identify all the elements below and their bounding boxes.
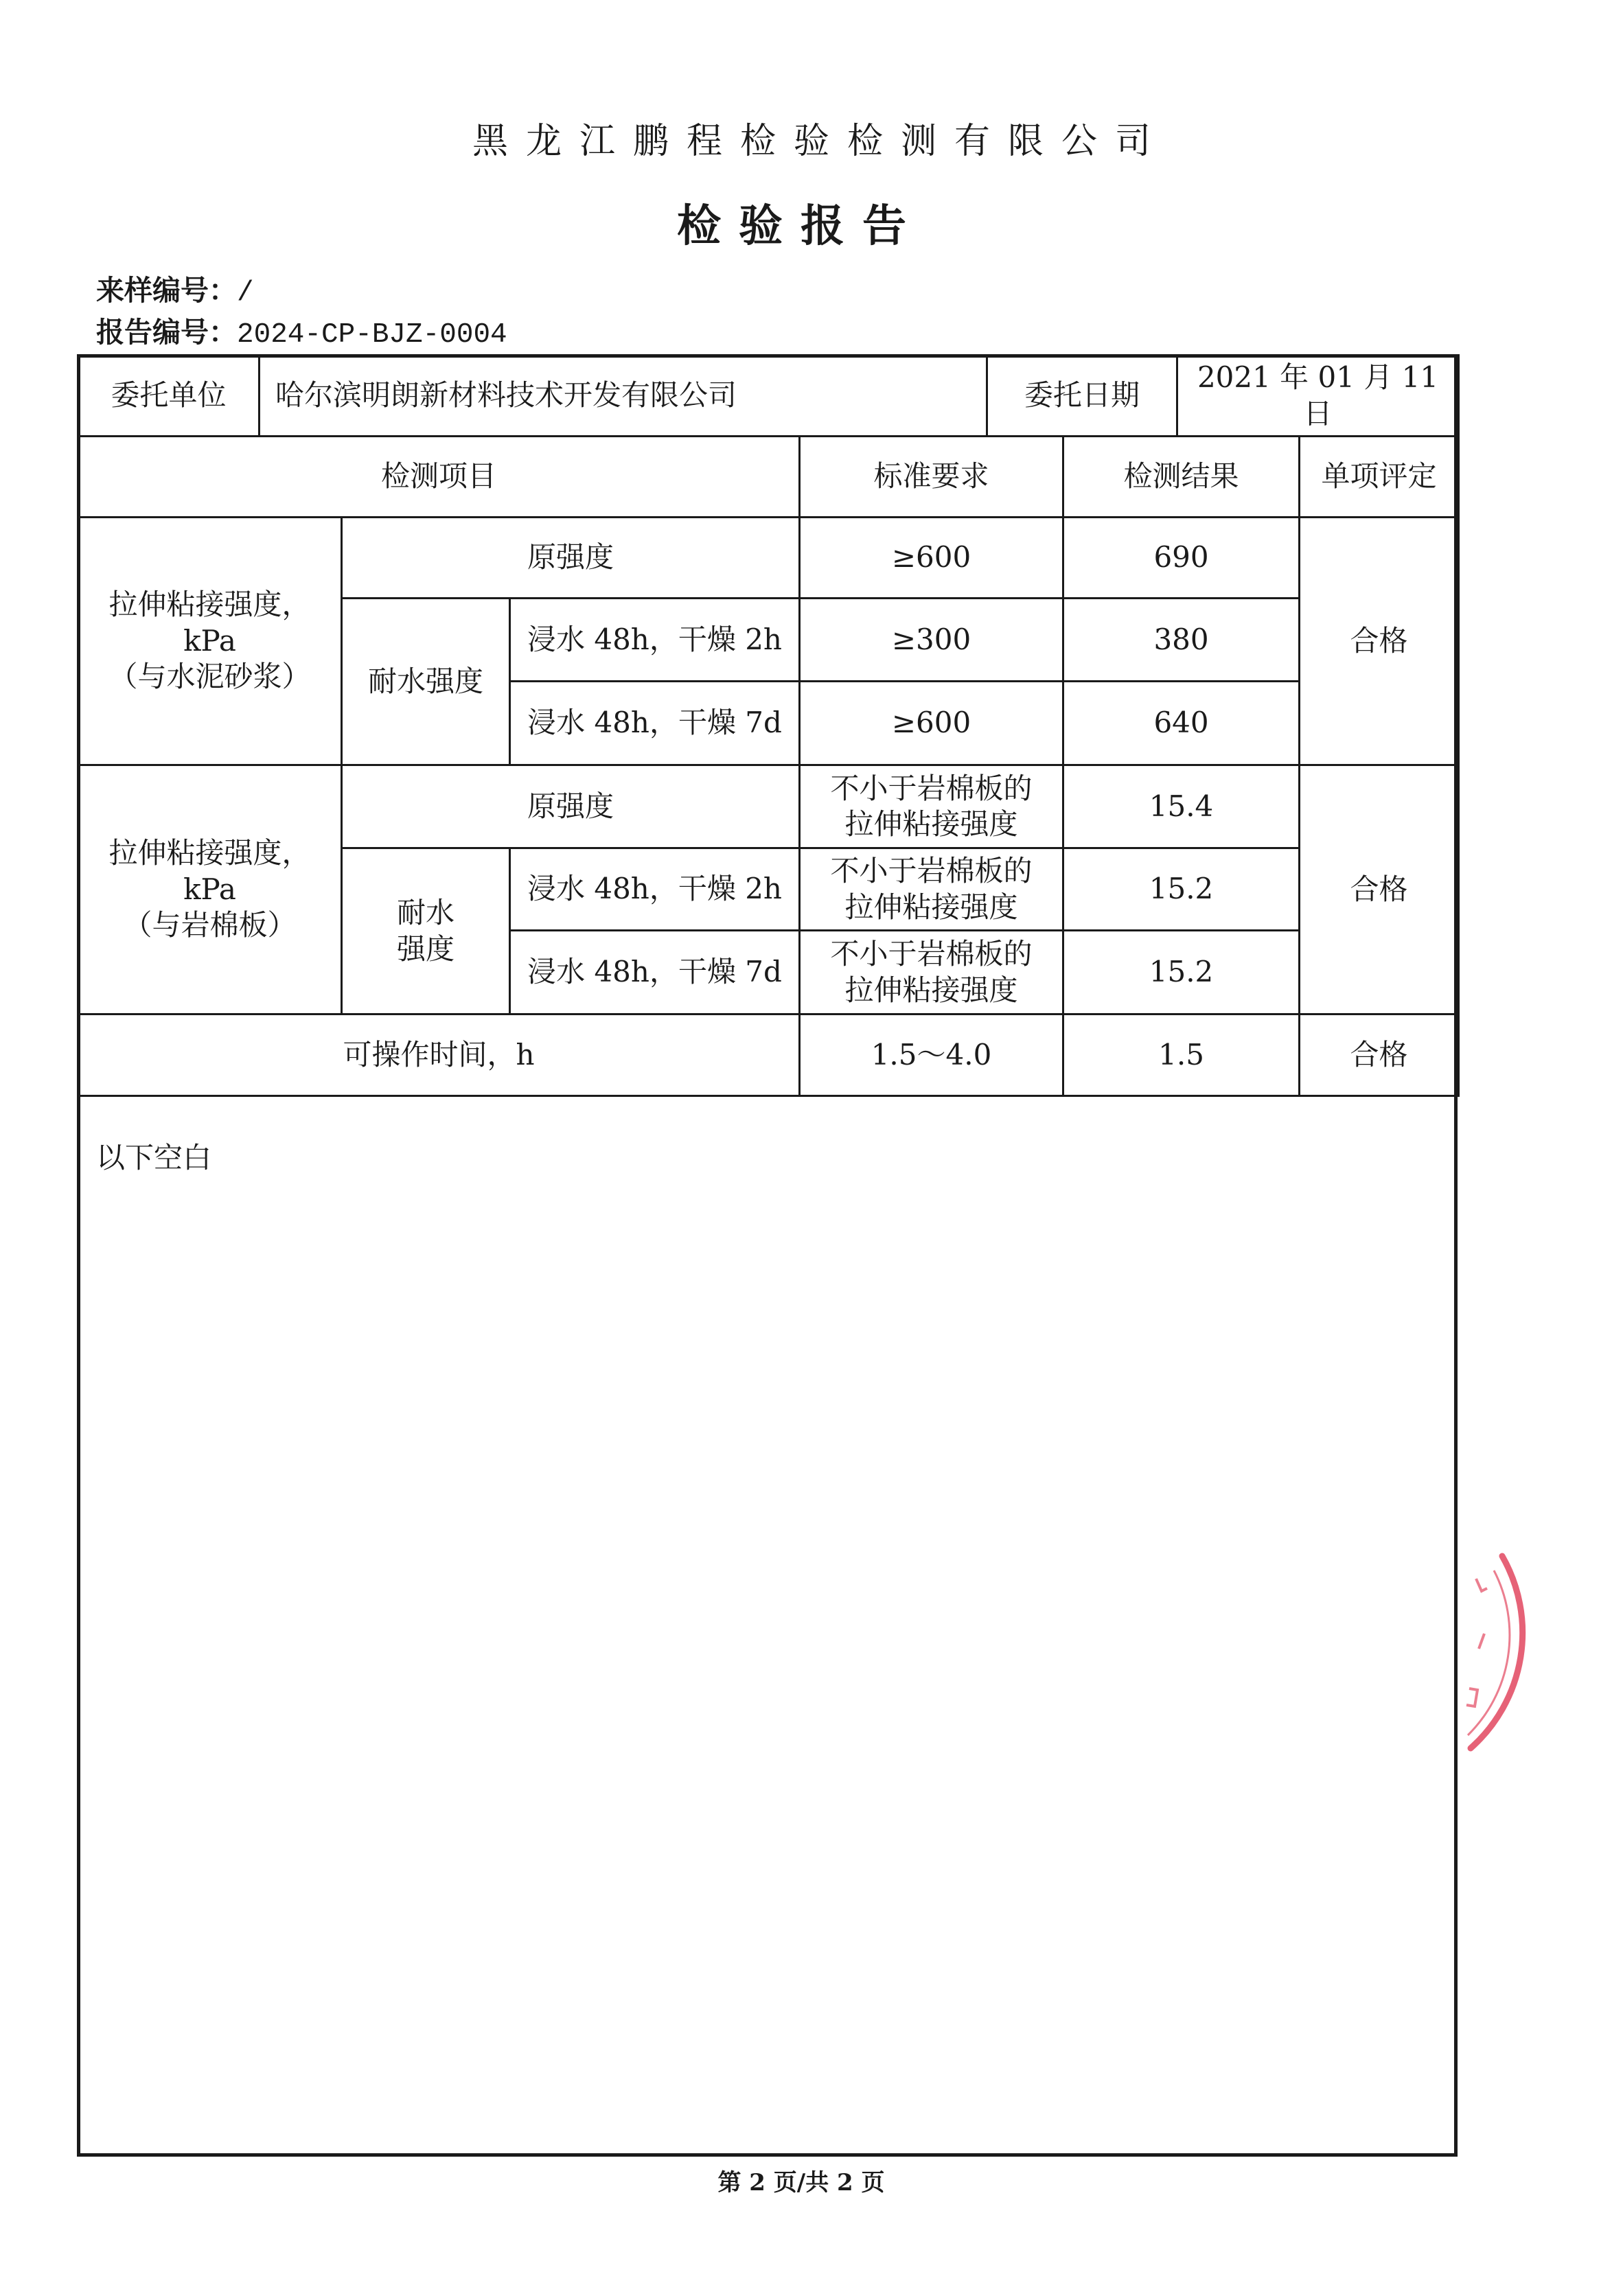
condition-cell: 原强度 [342, 518, 800, 599]
report-number-line [96, 315, 507, 352]
report-number-label: 报告编号： [96, 316, 237, 349]
condition-cell: 原强度 [342, 765, 800, 848]
client-name: 哈尔滨明朗新材料技术开发有限公司 [260, 356, 987, 437]
requirement-cell: 1.5～4.0 [800, 1014, 1063, 1096]
report-title: 检验报告 [677, 200, 924, 252]
client-row [78, 356, 1459, 437]
requirement-cell: ≥300 [800, 599, 1063, 682]
client-label: 委托单位 [78, 356, 260, 437]
result-cell: 15.2 [1063, 931, 1300, 1014]
report-table [77, 354, 1460, 1097]
entrust-date: 2021 年 01 月 11 日 [1177, 356, 1459, 437]
header-result: 检测结果 [1063, 437, 1300, 518]
sample-number-value: / [237, 277, 254, 309]
condition-cell: 浸水 48h，干燥 2h [510, 599, 800, 682]
table-row [78, 518, 1459, 599]
table-row [78, 1014, 1459, 1096]
condition-cell: 浸水 48h，干燥 7d [510, 682, 800, 765]
seal-fragment-icon [1442, 1531, 1538, 1764]
verdict-cell: 合格 [1300, 518, 1459, 765]
requirement-cell: 不小于岩棉板的 拉伸粘接强度 [800, 848, 1063, 931]
entrust-date-label: 委托日期 [987, 356, 1177, 437]
sample-number-label: 来样编号： [96, 274, 237, 307]
result-cell: 380 [1063, 599, 1300, 682]
page-footer: 第 2 页/共 2 页 [717, 2169, 885, 2196]
requirement-cell: ≥600 [800, 518, 1063, 599]
header-test-item: 检测项目 [78, 437, 800, 518]
condition-cell: 浸水 48h，干燥 7d [510, 931, 800, 1014]
water-resistance-label: 耐水强度 [342, 599, 510, 765]
operating-time-item: 可操作时间，h [78, 1014, 800, 1096]
requirement-cell: 不小于岩棉板的 拉伸粘接强度 [800, 765, 1063, 848]
water-resistance-label: 耐水 强度 [342, 848, 510, 1014]
sample-number-line [96, 273, 254, 310]
verdict-cell: 合格 [1300, 1014, 1459, 1096]
header-row [78, 437, 1459, 518]
result-cell: 15.4 [1063, 765, 1300, 848]
report-number-value: 2024-CP-BJZ-0004 [237, 319, 507, 351]
header-requirement: 标准要求 [800, 437, 1063, 518]
condition-cell: 浸水 48h，干燥 2h [510, 848, 800, 931]
group-item: 拉伸粘接强度， kPa （与水泥砂浆） [78, 518, 342, 765]
result-cell: 1.5 [1063, 1014, 1300, 1096]
requirement-cell: ≥600 [800, 682, 1063, 765]
table-row [78, 765, 1459, 848]
result-cell: 640 [1063, 682, 1300, 765]
group-item: 拉伸粘接强度， kPa （与岩棉板） [78, 765, 342, 1014]
blank-below-note: 以下空白 [96, 1141, 212, 1174]
result-cell: 690 [1063, 518, 1300, 599]
header-verdict: 单项评定 [1300, 437, 1459, 518]
result-cell: 15.2 [1063, 848, 1300, 931]
requirement-cell: 不小于岩棉板的 拉伸粘接强度 [800, 931, 1063, 1014]
verdict-cell: 合格 [1300, 765, 1459, 1014]
company-name: 黑龙江鹏程检验检测有限公司 [472, 121, 1169, 162]
